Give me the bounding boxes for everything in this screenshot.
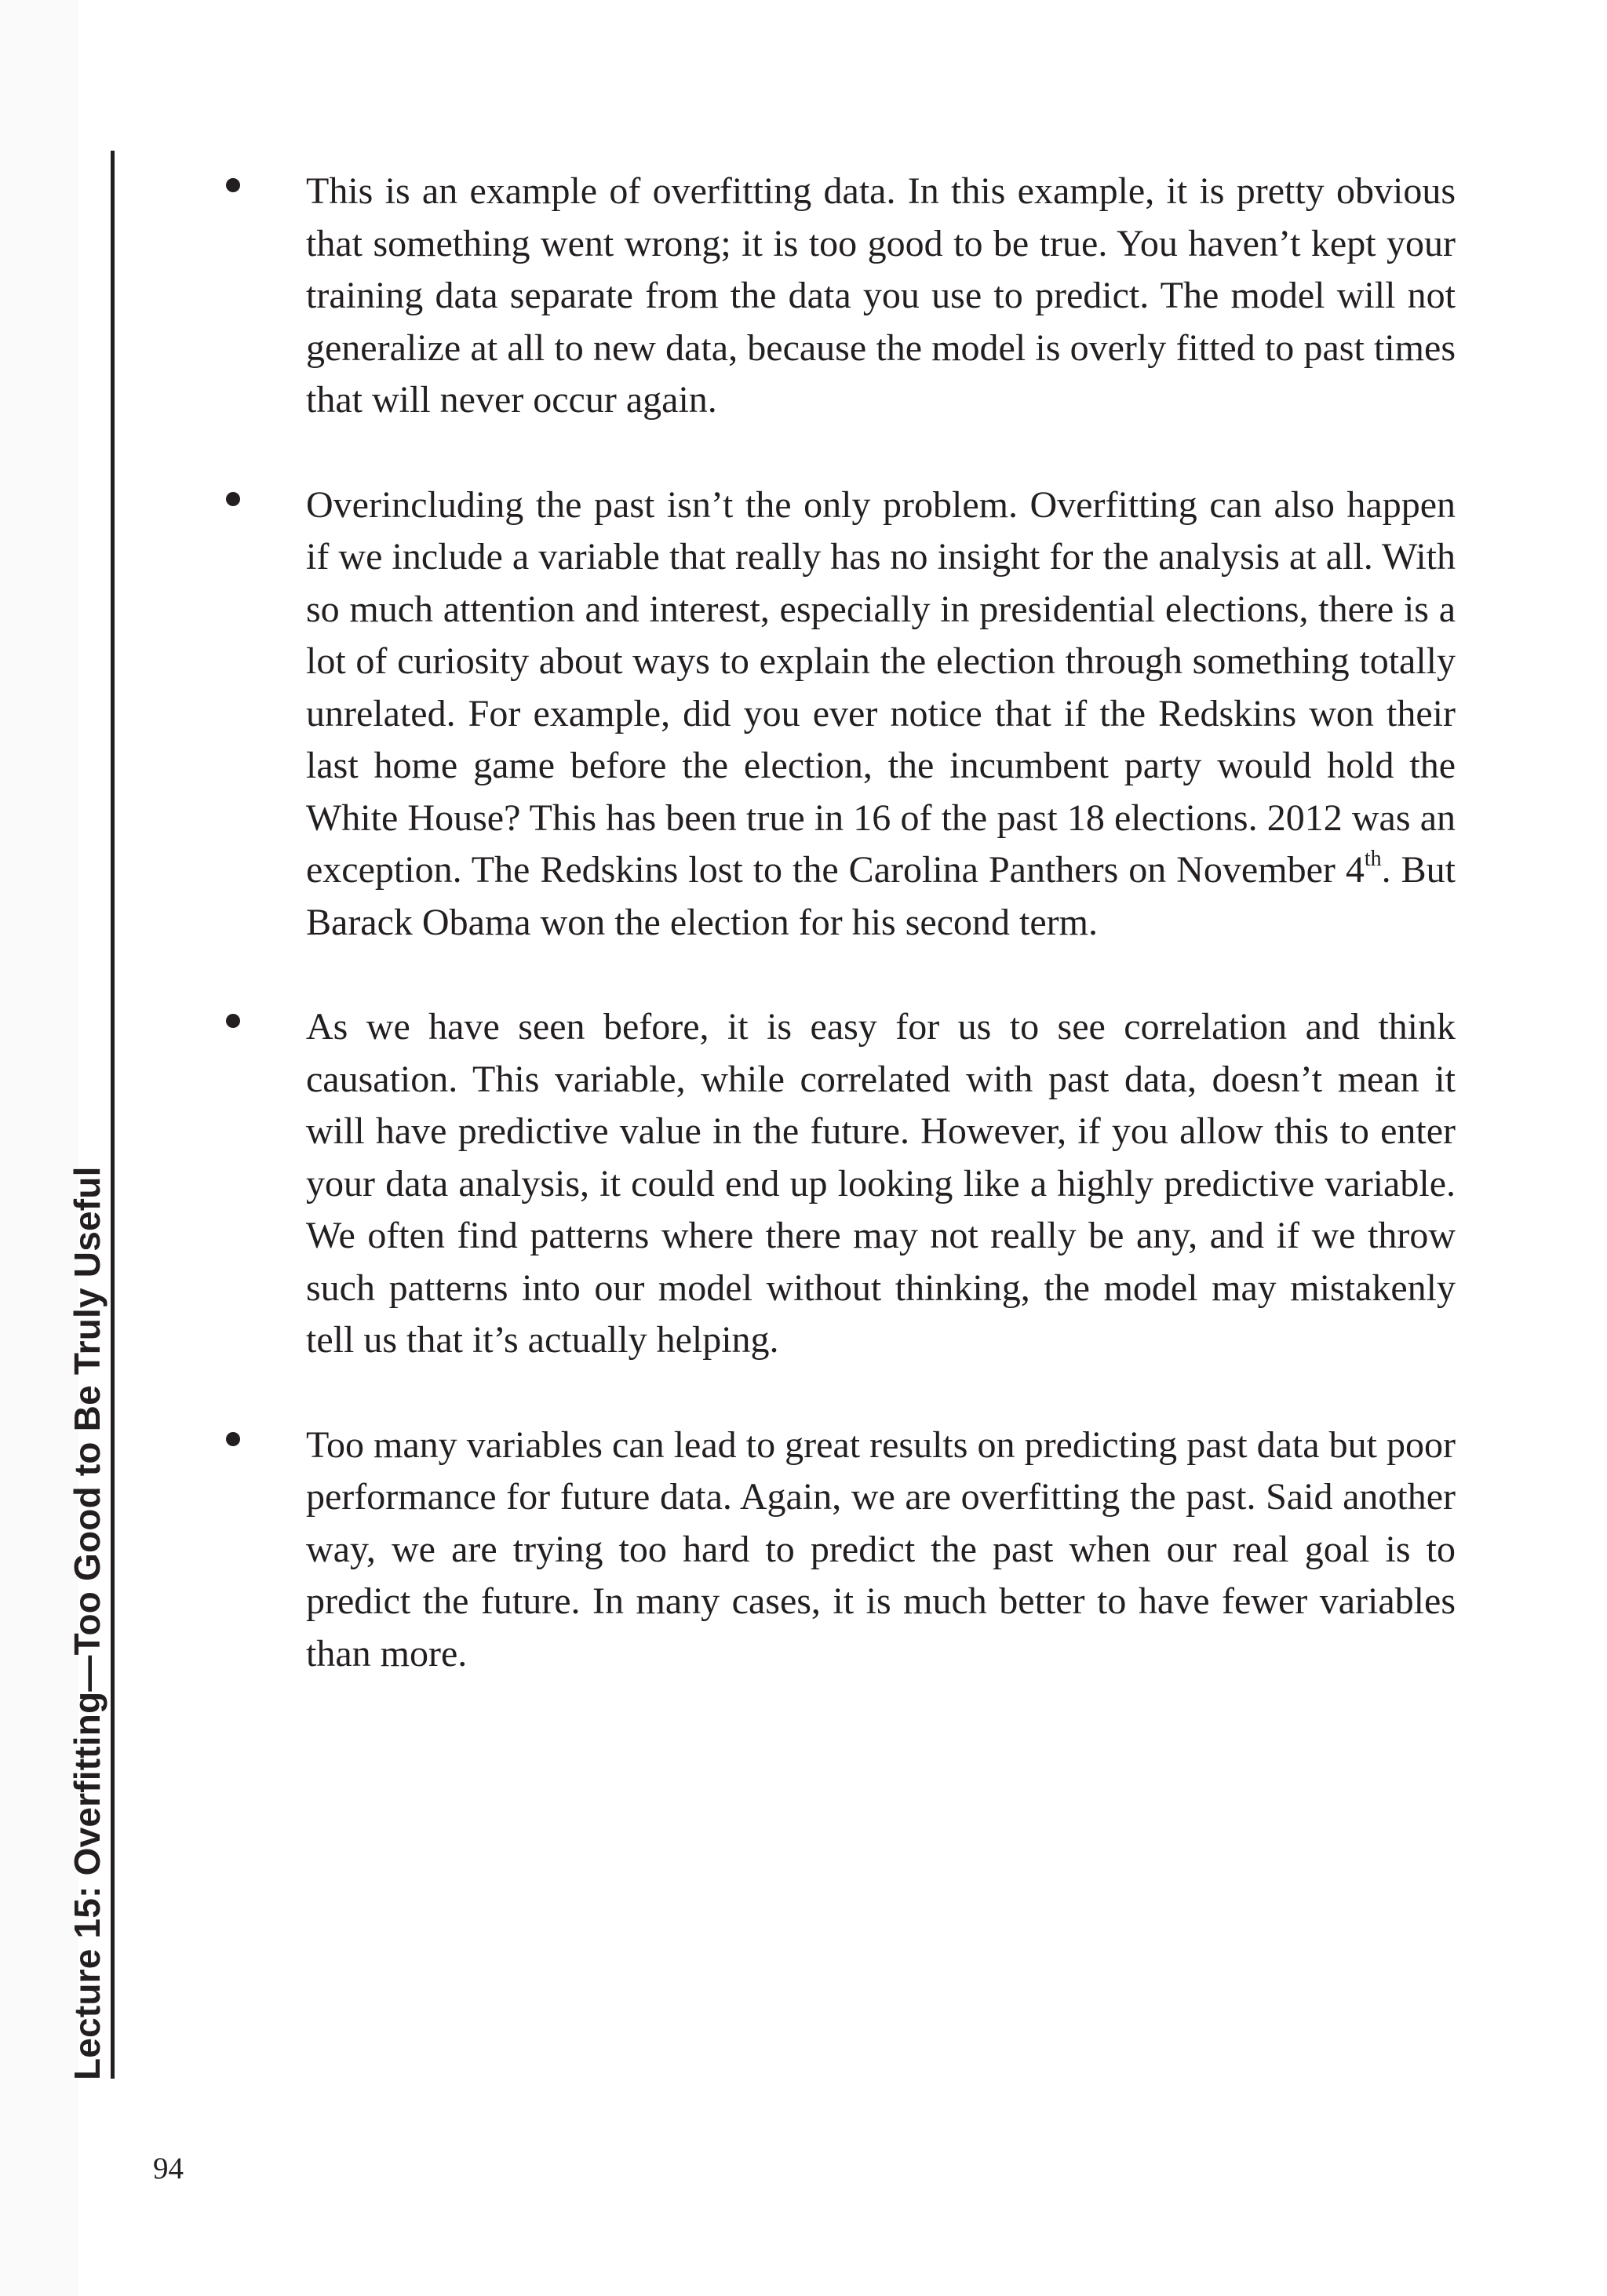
bullet-item-4 <box>220 1420 1456 1681</box>
bullet-item-2 <box>220 479 1456 949</box>
running-head: Lecture 15: Overfitting—Too Good to Be Truly Useful <box>67 1166 107 2080</box>
bullet-dot-icon <box>226 1432 240 1446</box>
vertical-rule <box>111 151 115 2079</box>
bullet-list <box>220 166 1456 1733</box>
bullet-text: Too many variables can lead to great results on predicting past data but poor performance for future data. Again, we are overfitting the past. Said another way, we are trying too hard to predict the past when our real goal is to predict the future. In many cases, it is much better to have fewer variables than more. <box>306 1423 1456 1675</box>
bullet-item-1 <box>220 166 1456 427</box>
bullet-text: As we have seen before, it is easy for us to see correlation and think causation. This variable, while correlated with past data, doesn’t mean it will have predictive value in the future. However, if you allow this to enter your data analysis, it could end up looking like a highly predictive variable. We often find patterns where there may not really be any, and if we throw such patterns into our model without thinking, the model may mistakenly tell us that it’s actually helping. <box>306 1006 1456 1361</box>
bullet-text-part: . But Barack Obama won the election for his second term. <box>306 849 1456 943</box>
bullet-text: This is an example of overfitting data. In this example, it is pretty obvious that something went wrong; it is too good to be true. You haven’t kept your training data separate from the data you use to predict. The model will not generalize at all to new data, because the model is overly fitted to past times that will never occur again. <box>306 170 1456 421</box>
page-number: 94 <box>153 2152 184 2185</box>
superscript-ordinal: th <box>1364 847 1382 871</box>
bullet-item-3 <box>220 1001 1456 1367</box>
bullet-text <box>306 479 1456 949</box>
bullet-dot-icon <box>226 1014 240 1028</box>
bullet-dot-icon <box>226 178 240 192</box>
bullet-text-part: Overincluding the past isn’t the only problem. Overfitting can also happen if we include a variable that really has no insight for the analysis at all. With so much attention and interest, especially in presidential elections, there is a lot of curiosity about ways to explain the election through something totally unrelated. For example, did you ever notice that if the Redskins won their last home game before the election, the incumbent party would hold the White House? This has been true in 16 of the past 18 elections. 2012 was an exception. The Redskins lost to the Carolina Panthers on November 4 <box>306 483 1456 891</box>
bullet-dot-icon <box>226 492 240 506</box>
